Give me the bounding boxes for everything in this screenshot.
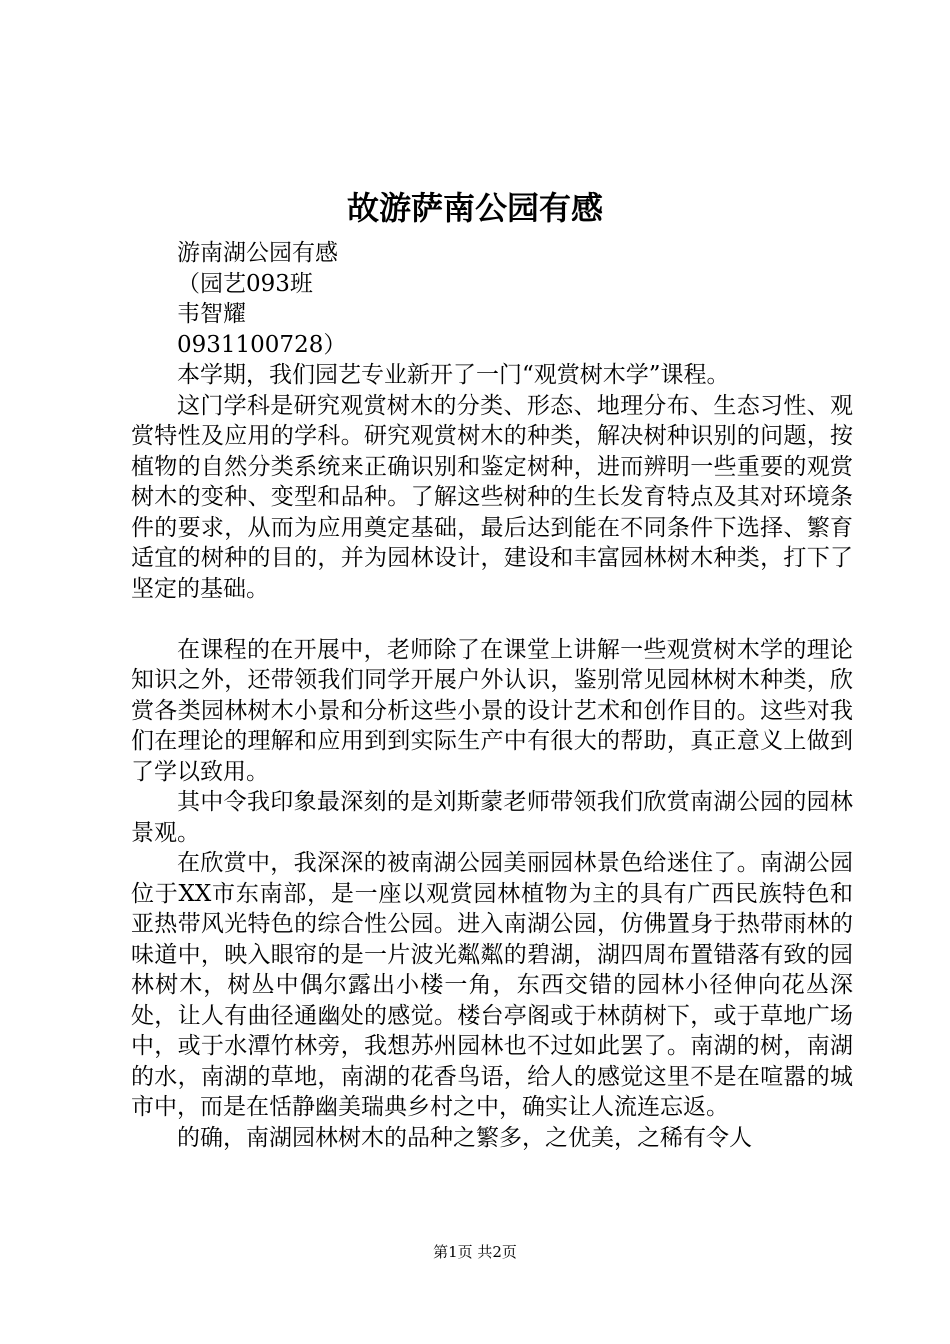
page-number-footer: 第1页 共2页 bbox=[433, 1243, 517, 1261]
paragraph: 在课程的在开展中，老师除了在课堂上讲解一些观赏树木学的理论知识之外，还带领我们同学开展户外认识，鉴别常见园林树木种类，欣赏各类园林树木小景和分析这些小景的设计艺术和创作目的。这些对我们在理论的理解和应用到到实际生产中有很大的帮助，真正意义上做到了学以致用。 bbox=[131, 636, 853, 785]
header-line-student-id: 0931100728） bbox=[177, 331, 347, 358]
paragraph: 在欣赏中，我深深的被南湖公园美丽园林景色给迷住了。南湖公园位于XX市东南部，是一座以观赏园林植物为主的具有广西民族特色和亚热带风光特色的综合性公园。进入南湖公园，仿佛置身于热带雨林的味道中，映入眼帘的是一片波光粼粼的碧湖，湖四周布置错落有致的园林树木，树丛中偶尔露出小楼一角，东西交错的园林小径伸向花丛深处，让人有曲径通幽处的感觉。楼台亭阁或于林荫树下，或于草地广场中，或于水潭竹林旁，我想苏州园林也不过如此罢了。南湖的树，南湖的水，南湖的草地，南湖的花香鸟语，给人的感觉这里不是在喧嚣的城市中，而是在恬静幽美瑞典乡村之中，确实让人流连忘返。 bbox=[131, 850, 853, 1120]
paragraph: 的确，南湖园林树木的品种之繁多，之优美，之稀有令人 bbox=[177, 1124, 752, 1151]
paragraph: 其中令我印象最深刻的是刘斯蒙老师带领我们欣赏南湖公园的园林景观。 bbox=[131, 789, 853, 846]
paragraph: 本学期，我们园艺专业新开了一门“观赏树木学”课程。 bbox=[177, 362, 730, 388]
paragraph: 这门学科是研究观赏树木的分类、形态、地理分布、生态习性、观赏特性及应用的学科。研究观赏树木的种类，解决树种识别的问题，按植物的自然分类系统来正确识别和鉴定树种，进而辨明一些重要的观赏树木的变种、变型和品种。了解这些树种的生长发育特点及其对环境条件的要求，从而为应用奠定基础，最后达到能在不同条件下选择、繁育适宜的树种的目的，并为园林设计，建设和丰富园林树木种类，打下了坚定的基础。 bbox=[131, 392, 853, 602]
header-line-course-title: 游南湖公园有感 bbox=[177, 240, 338, 266]
header-line-class: （园艺093班 bbox=[177, 270, 313, 297]
document-body bbox=[131, 238, 853, 1153]
header-line-author: 韦智耀 bbox=[177, 301, 246, 327]
document-title: 故游萨南公园有感 bbox=[346, 189, 603, 227]
